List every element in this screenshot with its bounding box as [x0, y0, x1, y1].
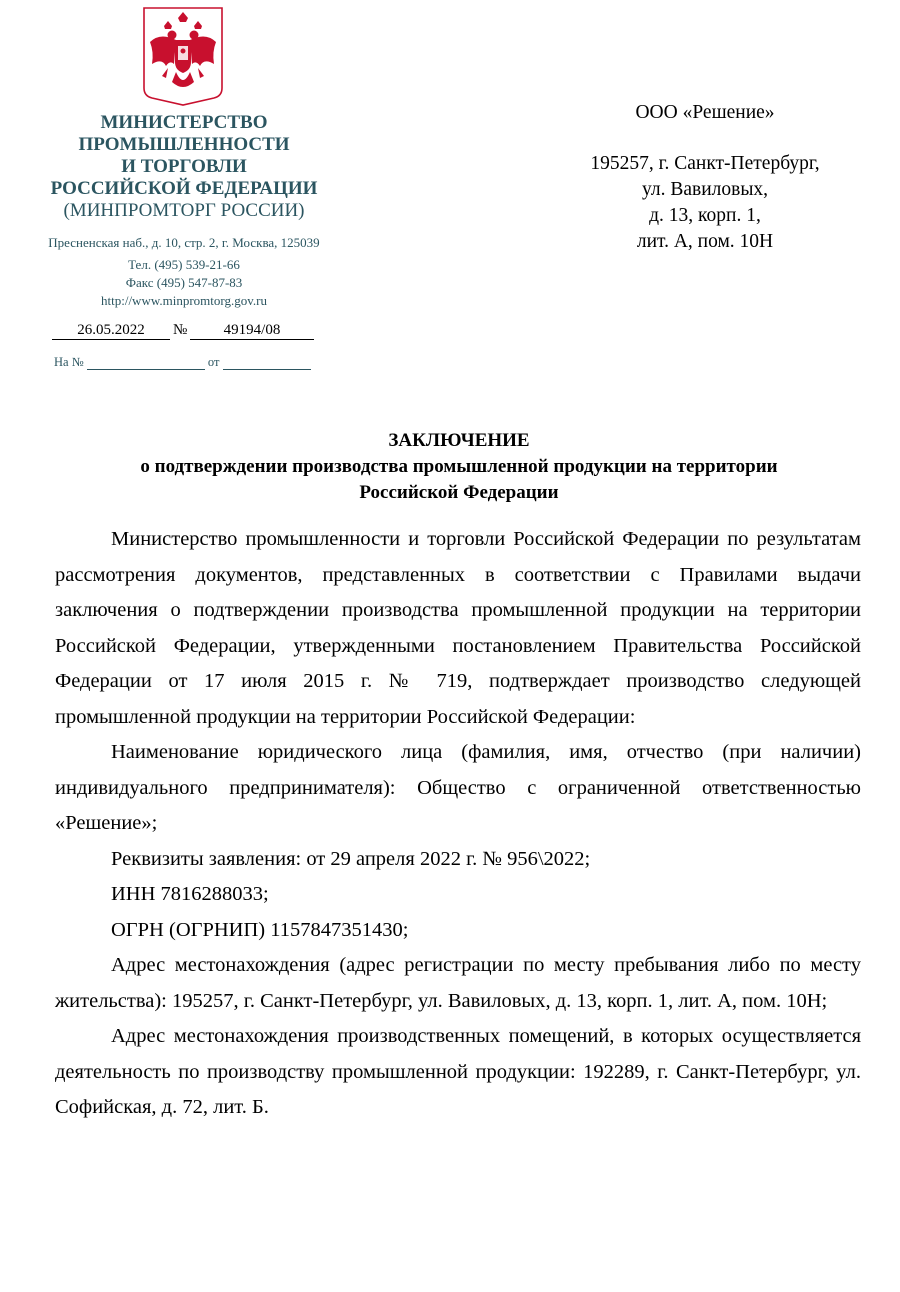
document-heading: ЗАКЛЮЧЕНИЕ	[388, 430, 530, 451]
ministry-line: ПРОМЫШЛЕННОСТИ	[78, 134, 290, 155]
document-title	[40, 428, 878, 506]
ministry-address: Пресненская наб., д. 10, стр. 2, г. Москва, 125039	[48, 235, 320, 250]
document-subtitle-line: о подтверждении производства промышленной продукции на территории	[140, 456, 778, 477]
ministry-line: МИНИСТЕРСТВО	[100, 112, 268, 133]
body-paragraph: Адрес местонахождения (адрес регистрации по месту пребывания либо по месту жительства): 195257, г. Санкт-Петербург, ул. Вавиловых, д. 13, корп. 1, лит. А, пом. 10Н;	[55, 954, 861, 1012]
document-body	[55, 522, 861, 1126]
body-paragraph: Наименование юридического лица (фамилия, имя, отчество (при наличии) индивидуального предпринимателя): Общество с ограниченной ответственностью «Решение»;	[55, 741, 861, 834]
addressee-address-line: 195257, г. Санкт-Петербург,	[590, 153, 820, 174]
reference-line	[54, 355, 311, 370]
ministry-contacts	[0, 234, 368, 310]
addressee-block	[540, 100, 870, 255]
body-paragraph: Адрес местонахождения производственных помещений, в которых осуществляется деятельность по производству промышленной продукции: 192289, г. Санкт-Петербург, ул. Софийская, д. 72, лит. Б.	[55, 1025, 861, 1118]
ministry-line: РОССИЙСКОЙ ФЕДЕРАЦИИ	[50, 178, 318, 199]
ministry-line: И ТОРГОВЛИ	[121, 156, 247, 177]
registration-date: 26.05.2022	[52, 322, 170, 340]
reference-date-blank	[223, 357, 311, 370]
document-subtitle-line: Российской Федерации	[359, 482, 559, 503]
coat-of-arms-emblem	[142, 6, 224, 106]
ministry-short-name: (МИНПРОМТОРГ РОССИИ)	[63, 200, 305, 221]
ministry-phone: Тел. (495) 539-21-66	[128, 257, 240, 272]
ministry-fax: Факс (495) 547-87-83	[125, 275, 243, 290]
body-paragraph: Министерство промышленности и торговли Российской Федерации по результатам рассмотрения документов, представленных в соответствии с Правилами выдачи заключения о подтверждении производства промышленной продукции на территории Российской Федерации, утвержденными постановлением Правительства Российской Федерации от 17 июля 2015 г. № 719, подтверждает производство следующей промышленной продукции на территории Российской Федерации:	[55, 528, 861, 728]
addressee-org: ООО «Решение»	[635, 102, 775, 123]
addressee-address-line: д. 13, корп. 1,	[649, 205, 761, 226]
registration-number-label: №	[173, 322, 188, 338]
ministry-website: http://www.minpromtorg.gov.ru	[101, 293, 267, 308]
reference-number-label: На №	[54, 355, 84, 369]
registration-number: 49194/08	[190, 322, 314, 340]
body-paragraph: ОГРН (ОГРНИП) 1157847351430;	[111, 918, 409, 941]
body-paragraph: ИНН 7816288033;	[111, 883, 269, 905]
addressee-address-line: лит. А, пом. 10Н	[636, 231, 774, 252]
reference-date-label: от	[207, 355, 220, 369]
ministry-name	[0, 112, 368, 222]
reference-number-blank	[87, 357, 205, 370]
addressee-address-line: ул. Вавиловых,	[641, 179, 769, 200]
body-paragraph: Реквизиты заявления: от 29 апреля 2022 г. № 956\2022;	[111, 847, 591, 870]
